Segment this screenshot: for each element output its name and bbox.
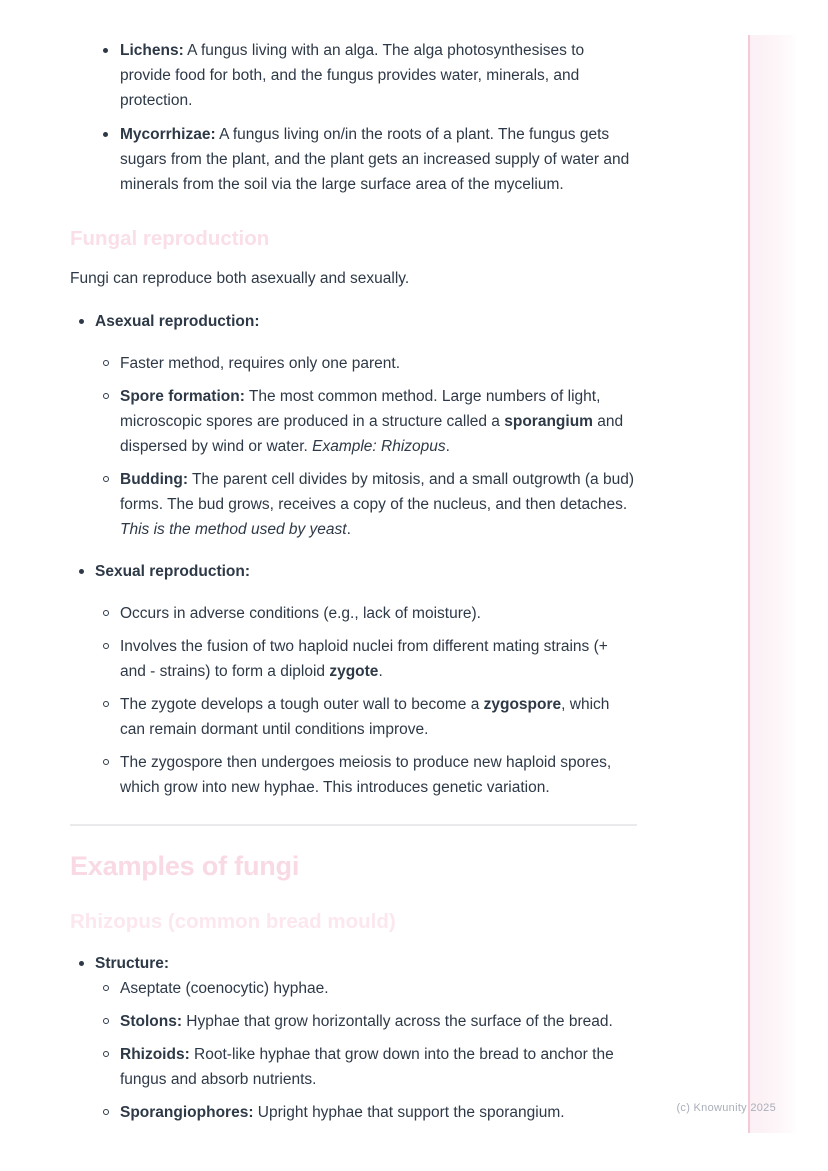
text-segment: Rhizoids: [120,1046,190,1063]
paragraph [70,266,637,291]
text-segment: zygote [329,663,379,680]
list-group [70,559,637,800]
list-item-text [120,1013,613,1030]
circle-bullet-icon [103,759,109,765]
sub-list [70,351,637,542]
text-segment: The most common method. Large numbers of light, microscopic spores are produced in a structure called a [120,388,601,430]
disc-bullet-icon [103,48,108,53]
list-item-text [120,1046,614,1088]
circle-bullet-icon [103,1018,109,1024]
list-item [70,1100,637,1125]
text-segment: Stolons: [120,1013,182,1030]
circle-bullet-icon [103,643,109,649]
text-segment: Asexual reproduction: [95,313,260,330]
circle-bullet-icon [103,360,109,366]
text-segment: Aseptate (coenocytic) hyphae. [120,980,329,997]
section-divider [70,824,637,826]
text-segment: Faster method, requires only one parent. [120,355,401,372]
list-item [70,1042,637,1092]
list-item [70,1009,637,1034]
text-segment: sporangium [504,413,593,430]
list-item-text [120,696,609,738]
list-item [70,384,637,459]
text-segment: zygospore [483,696,562,713]
text-segment: Fungi can reproduce both asexually and sexually. [70,270,410,287]
page-accent-stripe [748,35,796,1133]
circle-bullet-icon [103,701,109,707]
heading-rhizopus-common-bread-mould: Rhizopus (common bread mould) [70,910,396,933]
list-item-text [120,754,611,796]
sub-list [70,976,637,1125]
list-item [70,38,637,113]
list-item [70,951,637,976]
text-segment: and dispersed by wind or water. [120,413,624,455]
list-item [70,351,637,376]
document-body [70,38,637,1125]
disc-bullet-icon [79,961,84,966]
text-segment: Structure: [95,955,170,972]
text-segment: . [346,521,351,538]
bullet-list [70,951,637,1125]
disc-bullet-icon [79,569,84,574]
circle-bullet-icon [103,610,109,616]
list-item-text [95,955,169,972]
list-item-text [95,313,260,330]
text-segment: Lichens: [120,42,184,59]
text-segment: The parent cell divides by mitosis, and a small outgrowth (a bud) forms. The bud grows, receives a copy of the nucleus, and then detaches. [120,471,635,513]
list-item-text [120,388,623,455]
list-item [70,309,637,334]
list-item-text [120,355,400,372]
circle-bullet-icon [103,985,109,991]
disc-bullet-icon [79,319,84,324]
list-item [70,601,637,626]
list-item [70,692,637,742]
heading-examples-of-fungi: Examples of fungi [70,851,300,881]
text-segment: . [378,663,383,680]
sub-list [70,601,637,800]
heading-fungal-reproduction: Fungal reproduction [70,227,270,250]
text-segment: Hyphae that grow horizontally across the surface of the bread. [182,1013,613,1030]
circle-bullet-icon [103,476,109,482]
list-group [70,951,637,1125]
list-item-text [120,980,329,997]
text-segment: A fungus living with an alga. The alga photosynthesises to provide food for both, and the fungus provides water, minerals, and protection. [120,42,585,109]
circle-bullet-icon [103,1051,109,1057]
text-segment: Upright hyphae that support the sporangium. [253,1104,565,1121]
list-item [70,750,637,800]
copyright-watermark: (c) Knowunity 2025 [676,1102,776,1114]
list-item-text [120,126,629,193]
text-segment: . [445,438,450,455]
list-item-text [120,638,608,680]
text-segment: Example: Rhizopus [312,438,446,455]
text-segment: The zygospore then undergoes meiosis to produce new haploid spores, which grow into new hyphae. This introduces genetic variation. [120,754,612,796]
text-segment: Budding: [120,471,189,488]
list-item [70,634,637,684]
list-item [70,467,637,542]
bullet-list [70,38,637,197]
text-segment: Sporangiophores: [120,1104,254,1121]
list-item [70,976,637,1001]
list-item-text [95,563,250,580]
text-segment: This is the method used by yeast [120,521,347,538]
list-item-text [120,471,634,538]
list-item-text [120,1104,565,1121]
list-group [70,309,637,542]
text-segment: A fungus living on/in the roots of a plant. The fungus gets sugars from the plant, and the plant gets an increased supply of water and minerals from the soil via the large surface area of the mycelium. [120,126,630,193]
bullet-list [70,309,637,800]
list-item [70,559,637,584]
disc-bullet-icon [103,132,108,137]
list-item-text [120,42,584,109]
circle-bullet-icon [103,1109,109,1115]
text-segment: Involves the fusion of two haploid nuclei from different mating strains (+ and - strains) to form a diploid [120,638,608,680]
text-segment: , which can remain dormant until conditions improve. [120,696,610,738]
list-item [70,122,637,197]
text-segment: Root-like hyphae that grow down into the bread to anchor the fungus and absorb nutrients. [120,1046,614,1088]
list-item-text [120,605,481,622]
text-segment: Mycorrhizae: [120,126,216,143]
text-segment: Sexual reproduction: [95,563,251,580]
text-segment: The zygote develops a tough outer wall to become a [120,696,484,713]
circle-bullet-icon [103,393,109,399]
text-segment: Spore formation: [120,388,245,405]
text-segment: Occurs in adverse conditions (e.g., lack of moisture). [120,605,481,622]
